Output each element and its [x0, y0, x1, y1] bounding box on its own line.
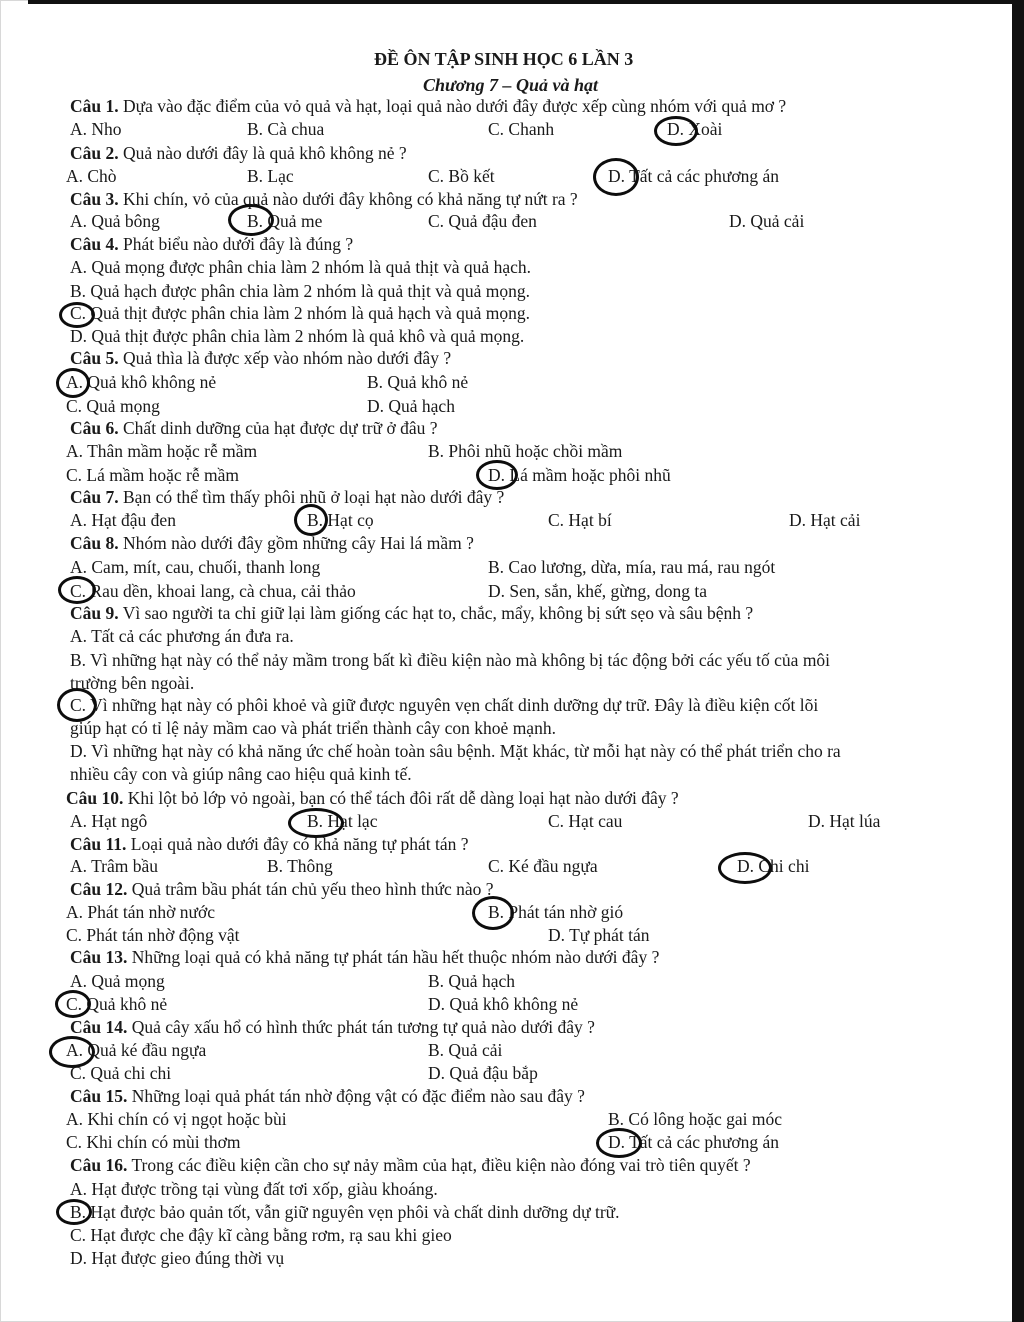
question-text: Chất dinh dưỡng của hạt được dự trữ ở đâu ? — [123, 418, 438, 438]
option-a: A. Khi chín có vị ngọt hoặc bùi — [66, 1109, 287, 1129]
answer-circle-q16 — [56, 1199, 92, 1225]
option-b: B. Quả hạch được phân chia làm 2 nhóm là quả thịt và quả mọng. — [70, 281, 531, 301]
question-text: Những loại quả có khả năng tự phát tán hầu hết thuộc nhóm nào dưới đây ? — [131, 947, 660, 967]
question-label: Câu 10. — [66, 788, 124, 808]
option-a: A. Trâm bầu — [70, 856, 158, 876]
answer-circle-q13 — [55, 990, 91, 1018]
option-c: C. Vì những hạt này có phôi khoẻ và giữ được nguyên vẹn chất dinh dưỡng dự trữ. Đây là điều kiện cốt lõi — [70, 695, 819, 715]
option-c: C. Hạt cau — [548, 811, 623, 831]
question-text: Quả cây xấu hổ có hình thức phát tán tương tự quả nào dưới đây ? — [131, 1017, 595, 1037]
question-text: Dựa vào đặc điểm của vỏ quả và hạt, loại quả nào dưới đây được xếp cùng nhóm với quả mơ ? — [123, 96, 787, 116]
option-d: D. Vì những hạt này có khả năng ức chế hoàn toàn sâu bệnh. Mặt khác, từ mỗi hạt này có thể phát triển cho ra — [70, 741, 841, 761]
question-7 — [70, 486, 504, 508]
answer-circle-q8 — [58, 576, 96, 604]
option-b: B. Quả me — [247, 211, 323, 231]
question-label: Câu 1. — [70, 96, 119, 116]
option-c: C. Ké đầu ngựa — [488, 856, 598, 876]
option-b: B. Vì những hạt này có thể nảy mầm trong bất kì điều kiện nào mà không bị tác động bởi các yếu tố của môi — [70, 650, 831, 670]
question-13 — [70, 946, 659, 968]
question-14 — [70, 1016, 595, 1038]
option-c: C. Quả mọng — [66, 396, 160, 416]
option-d-continued: nhiều cây con và giúp nâng cao hiệu quả kinh tế. — [70, 764, 412, 784]
option-d: D. Sen, sắn, khế, gừng, dong ta — [488, 581, 707, 601]
option-a: A. Quả mọng được phân chia làm 2 nhóm là quả thịt và quả hạch. — [70, 257, 531, 277]
option-a: A. Tất cả các phương án đưa ra. — [70, 626, 294, 646]
question-text: Quả trâm bầu phát tán chủ yếu theo hình thức nào ? — [131, 879, 494, 899]
question-label: Câu 16. — [70, 1155, 128, 1175]
question-label: Câu 6. — [70, 418, 119, 438]
option-a: A. Hạt đậu đen — [70, 510, 176, 530]
option-d: D. Hạt được gieo đúng thời vụ — [70, 1248, 285, 1268]
option-b: B. Có lông hoặc gai móc — [608, 1109, 783, 1129]
option-b: B. Lạc — [247, 166, 294, 186]
option-c: C. Chanh — [488, 119, 555, 139]
answer-circle-q4 — [59, 302, 95, 328]
option-c: C. Khi chín có mùi thơm — [66, 1132, 241, 1152]
option-a: A. Quả ké đầu ngựa — [66, 1040, 207, 1060]
question-3 — [70, 188, 578, 210]
option-d: D. Tất cả các phương án — [608, 1132, 779, 1152]
question-text: Quả thìa là được xếp vào nhóm nào dưới đây ? — [123, 348, 452, 368]
question-6 — [70, 417, 438, 439]
answer-circle-q2 — [593, 158, 639, 196]
question-11 — [70, 833, 469, 855]
option-b: B. Thông — [267, 856, 333, 876]
option-a: A. Quả bông — [70, 211, 160, 231]
answer-circle-q14 — [49, 1036, 95, 1068]
option-c: C. Phát tán nhờ động vật — [66, 925, 240, 945]
question-label: Câu 9. — [70, 603, 119, 623]
question-text: Khi lột bỏ lớp vỏ ngoài, bạn có thể tách đôi rất dễ dàng loại hạt nào dưới đây ? — [127, 788, 679, 808]
option-b: B. Quả cải — [428, 1040, 503, 1060]
option-b: B. Hạt lạc — [307, 811, 378, 831]
option-a: A. Nho — [70, 119, 122, 139]
question-text: Khi chín, vỏ của quả nào dưới đây không có khả năng tự nứt ra ? — [123, 189, 578, 209]
question-text: Phát biểu nào dưới đây là đúng ? — [123, 234, 354, 254]
option-c: C. Quả thịt được phân chia làm 2 nhóm là quả hạch và quả mọng. — [70, 303, 531, 323]
answer-circle-q10 — [288, 808, 344, 838]
option-c: C. Lá mầm hoặc rễ mầm — [66, 465, 239, 485]
option-a: A. Cam, mít, cau, chuối, thanh long — [70, 557, 321, 577]
question-label: Câu 13. — [70, 947, 128, 967]
option-d: D. Hạt lúa — [808, 811, 881, 831]
option-c: C. Quả chi chi — [70, 1063, 172, 1083]
option-c: C. Hạt được che đậy kĩ càng bằng rơm, rạ sau khi gieo — [70, 1225, 452, 1245]
question-4 — [70, 233, 353, 255]
option-d: D. Tự phát tán — [548, 925, 650, 945]
option-d: D. Quả đậu bắp — [428, 1063, 538, 1083]
question-label: Câu 7. — [70, 487, 119, 507]
question-text: Những loại quả phát tán nhờ động vật có đặc điểm nào sau đây ? — [131, 1086, 585, 1106]
answer-circle-q9 — [57, 688, 97, 722]
option-a: A. Hạt được trồng tại vùng đất tơi xốp, giàu khoáng. — [70, 1179, 438, 1199]
option-a: A. Quả mọng — [70, 971, 165, 991]
answer-circle-q12 — [472, 896, 514, 930]
option-b: B. Cao lương, dừa, mía, rau má, rau ngót — [488, 557, 776, 577]
option-a: A. Phát tán nhờ nước — [66, 902, 216, 922]
chapter-subtitle: Chương 7 – Quả và hạt — [423, 75, 598, 95]
option-c-continued: giúp hạt có tỉ lệ nảy mầm cao và phát triển thành cây con khoẻ mạnh. — [70, 718, 556, 738]
question-2 — [70, 142, 407, 164]
option-d: D. Quả thịt được phân chia làm 2 nhóm là quả khô và quả mọng. — [70, 326, 525, 346]
question-label: Câu 8. — [70, 533, 119, 553]
page-title: ĐỀ ÔN TẬP SINH HỌC 6 LẦN 3 — [374, 49, 634, 69]
option-d: D. Quả khô không nẻ — [428, 994, 579, 1014]
option-a: A. Chò — [66, 166, 117, 186]
option-b: B. Quả khô nẻ — [367, 372, 469, 392]
option-d: D. Chi chi — [737, 856, 810, 876]
question-text: Nhóm nào dưới đây gồm những cây Hai lá mầm ? — [123, 533, 474, 553]
question-text: Quả nào dưới đây là quả khô không nẻ ? — [123, 143, 407, 163]
option-d: D. Quả cải — [729, 211, 805, 231]
question-text: Loại quả nào dưới đây có khả năng tự phát tán ? — [130, 834, 469, 854]
question-label: Câu 2. — [70, 143, 119, 163]
option-b: B. Hạt được bảo quản tốt, vẫn giữ nguyên vẹn phôi và chất dinh dưỡng dự trữ. — [70, 1202, 620, 1222]
option-b: B. Hạt cọ — [307, 510, 374, 530]
question-label: Câu 12. — [70, 879, 128, 899]
option-b: B. Phôi nhũ hoặc chồi mầm — [428, 441, 623, 461]
option-d: D. Lá mầm hoặc phôi nhũ — [488, 465, 671, 485]
option-b: B. Cà chua — [247, 119, 325, 139]
option-a: A. Hạt ngô — [70, 811, 148, 831]
question-label: Câu 4. — [70, 234, 119, 254]
question-label: Câu 15. — [70, 1086, 128, 1106]
question-label: Câu 14. — [70, 1017, 128, 1037]
question-8 — [70, 532, 474, 554]
question-label: Câu 11. — [70, 834, 127, 854]
answer-circle-q15 — [596, 1128, 642, 1158]
option-c: C. Quả đậu đen — [428, 211, 537, 231]
question-15 — [70, 1085, 585, 1107]
question-text: Bạn có thể tìm thấy phôi nhũ ở loại hạt nào dưới đây ? — [123, 487, 505, 507]
question-5 — [70, 347, 451, 369]
option-d: D. Tất cả các phương án — [608, 166, 779, 186]
option-d: D. Quả hạch — [367, 396, 455, 416]
option-d: D. Hạt cải — [789, 510, 861, 530]
answer-circle-q11 — [718, 852, 772, 884]
question-text: Vì sao người ta chỉ giữ lại làm giống các hạt to, chắc, mẩy, không bị sứt sẹo và sâu bệnh ? — [122, 603, 754, 623]
question-12 — [70, 878, 494, 900]
answer-circle-q1 — [654, 116, 698, 146]
question-10 — [66, 787, 679, 809]
question-label: Câu 3. — [70, 189, 119, 209]
option-b: B. Phát tán nhờ gió — [488, 902, 624, 922]
option-b: B. Quả hạch — [428, 971, 515, 991]
answer-circle-q5 — [56, 368, 90, 398]
option-c: C. Bồ kết — [428, 166, 495, 186]
option-c: C. Rau dền, khoai lang, cà chua, cải thảo — [70, 581, 356, 601]
option-b-continued: trường bên ngoài. — [70, 673, 195, 693]
question-1 — [70, 95, 786, 117]
option-d: D. Xoài — [667, 119, 723, 139]
option-c: C. Hạt bí — [548, 510, 612, 530]
answer-circle-q7 — [294, 504, 328, 536]
question-9 — [70, 602, 753, 624]
option-a: A. Thân mầm hoặc rễ mầm — [66, 441, 258, 461]
answer-circle-q3 — [228, 204, 274, 236]
answer-circle-q6 — [476, 460, 518, 490]
scan-right-edge — [1012, 0, 1024, 1322]
question-label: Câu 5. — [70, 348, 119, 368]
question-text: Trong các điều kiện cần cho sự nảy mầm của hạt, điều kiện nào đóng vai trò tiên quyết ? — [131, 1155, 751, 1175]
option-a: A. Quả khô không nẻ — [66, 372, 217, 392]
question-16 — [70, 1154, 751, 1176]
option-c: C. Quả khô nẻ — [66, 994, 168, 1014]
